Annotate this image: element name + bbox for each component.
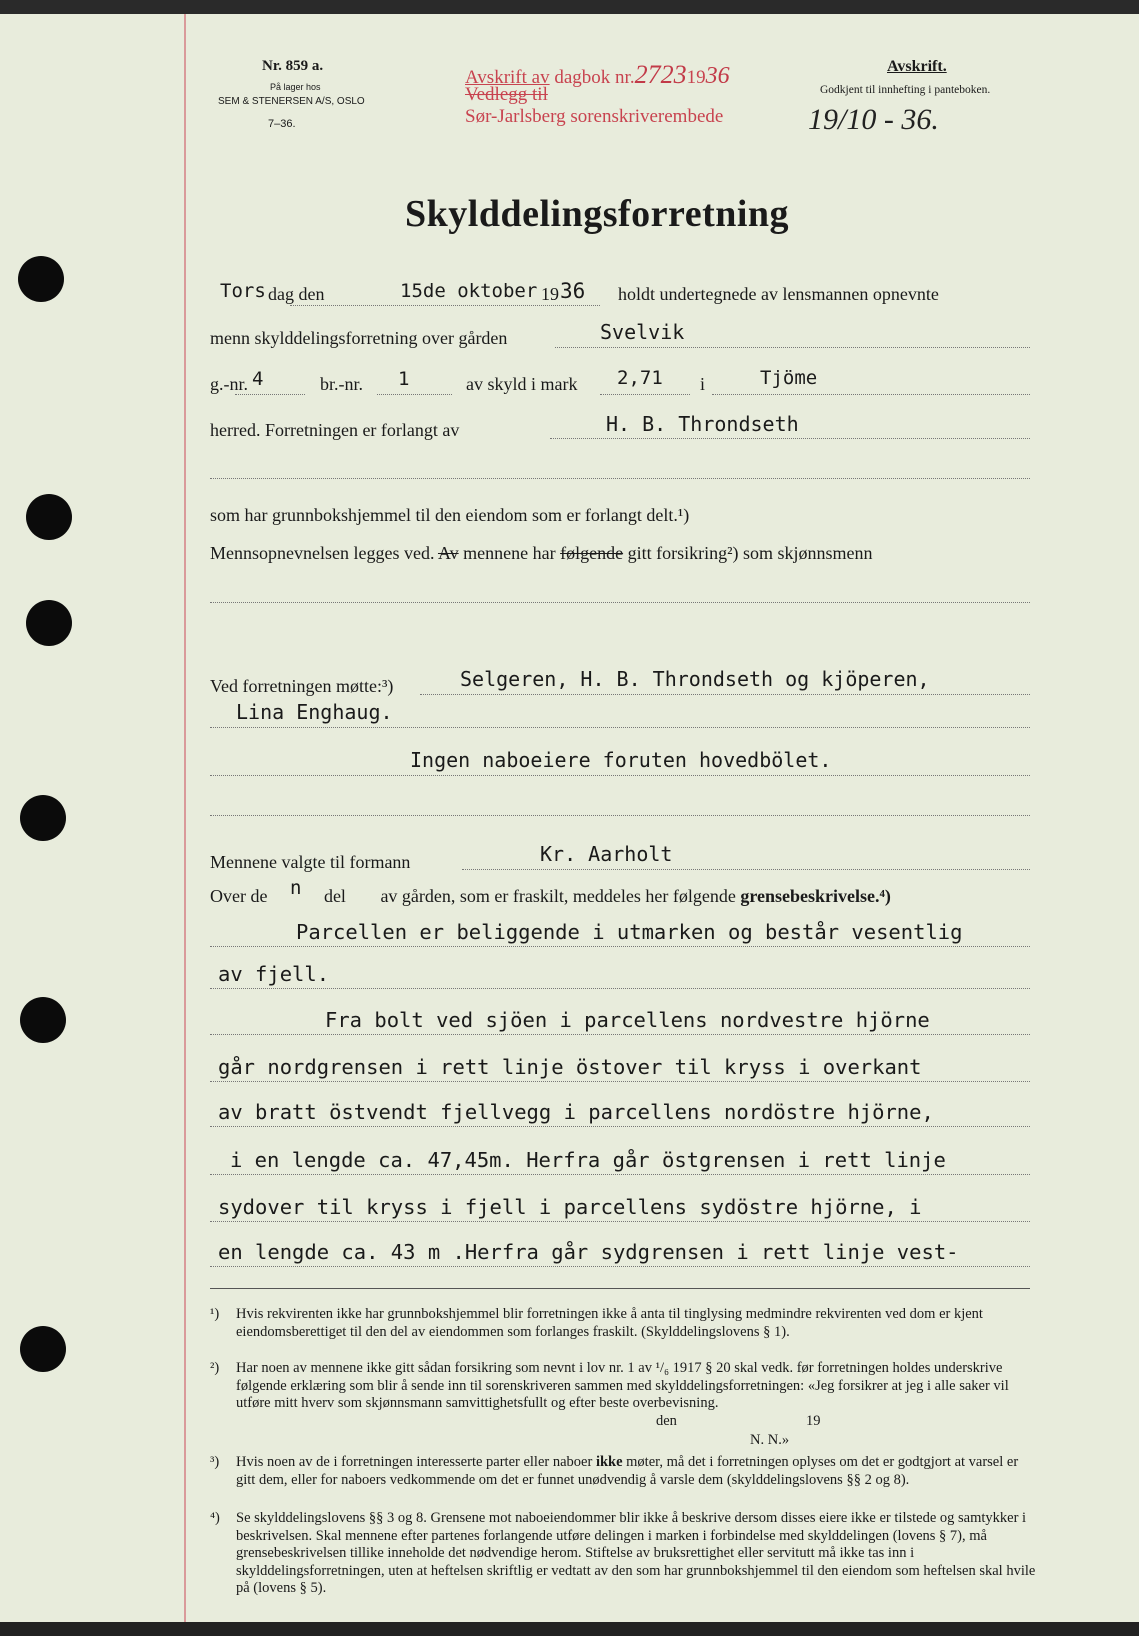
scan-bottom-edge (0, 1622, 1139, 1636)
footnote-4-text: Se skylddelingslovens §§ 3 og 8. Grensene mot naboeiendommer blir ikke å beskrive dersom disses eiere ikke er tilstede og samtykker i beskrivelsen. Skal mennene efter partenes forlangende utføre delingen i marken i forbindelse med skylddelingen (lovens § 7), må grensebeskrivelsen tillike inneholde det nødvendige herom. Stiftelse av bruksrettighet eller servitutt må ikke tas inn i skylddelingsforretningen, uten at heftelsen skriftlig er vedtatt av den som har grunnbokshjemmel til den eiendom som heftelsen skal hvile på (lovens § 5). (236, 1510, 1036, 1596)
desc-line-3: Fra bolt ved sjöen i parcellens nordvestre hjörne (325, 1008, 930, 1032)
farm-typed: Svelvik (600, 320, 685, 344)
over-del-label: del (323, 886, 346, 906)
footnote-2-year: 19 (806, 1413, 821, 1429)
over-n-typed: n (289, 877, 302, 899)
rule-farm (555, 347, 1030, 348)
footnote-4-mark: ⁴) (210, 1510, 220, 1526)
holdt-text: holdt undertegnede av lensmannen opnevnte (618, 284, 939, 304)
grense-bold-label: grensebeskrivelse. (740, 886, 880, 906)
desc-rule-5 (210, 1126, 1030, 1127)
rule-date (290, 305, 600, 306)
document-title: Skylddelingsforretning (405, 193, 790, 235)
rule-mote-4 (210, 815, 1030, 816)
publisher-date: 7–36. (268, 118, 296, 130)
skyld-label: av skyld i mark (466, 374, 578, 394)
desc-line-1: Parcellen er beliggende i utmarken og består vesentlig (296, 920, 963, 944)
brnr-typed: 1 (398, 368, 410, 390)
scan-top-edge (0, 0, 1139, 14)
rule-formann (462, 869, 1030, 870)
footnote-3 (210, 1454, 1036, 1489)
stamp-line3: Sør-Jarlsberg sorenskriverembede (465, 106, 724, 127)
year-typed: 36 (560, 279, 586, 303)
desc-line-6: i en lengde ca. 47,45m. Herfra går östgrensen i rett linje (230, 1148, 946, 1172)
mennsop-b: mennene har (463, 543, 556, 563)
footnote-1-mark: ¹) (210, 1306, 220, 1322)
rule-skyld (600, 394, 690, 395)
date-typed: 15de oktober (400, 280, 538, 302)
punch-hole-1 (18, 256, 64, 302)
mote-typed-3: Ingen naboeiere foruten hovedbölet. (410, 748, 832, 772)
footnote-3-text-a: Hvis noen av de i forretningen interesserte parter eller naboer (236, 1454, 593, 1470)
form-number: Nr. 859 a. (262, 58, 324, 74)
gnr-typed: 4 (252, 368, 264, 390)
mote-label: Ved forretningen møtte:³) (210, 676, 394, 696)
desc-line-5: av bratt östvendt fjellvegg i parcellens nordöstre hjörne, (218, 1100, 934, 1124)
mennsop-line (210, 543, 872, 564)
rule-requester (550, 438, 1030, 439)
skyld-typed: 2,71 (617, 367, 663, 389)
over-line (210, 877, 891, 907)
handwritten-date: 19/10 - 36. (808, 103, 939, 136)
requester-typed: H. B. Throndseth (606, 412, 799, 436)
godkjent-text: Godkjent til innhefting i panteboken. (820, 84, 991, 96)
footnote-1 (210, 1306, 1036, 1341)
grense-sup: ⁴) (879, 886, 891, 906)
mennsop-a: Mennsopnevnelsen legges ved. (210, 543, 435, 563)
desc-rule-8 (210, 1266, 1030, 1267)
punch-hole-5 (20, 997, 66, 1043)
rule-herred (712, 394, 1030, 395)
herred-label: herred. Forretningen er forlangt av (210, 420, 460, 440)
over-de-label: Over de (210, 886, 268, 906)
gnr-label: g.-nr. (210, 374, 248, 394)
stamp-year-prefix: 19 (686, 67, 706, 88)
desc-rule-2 (210, 988, 1030, 989)
footnote-3-bold: ikke (595, 1454, 623, 1470)
footnote-2-nn: N. N.» (750, 1432, 790, 1448)
rule-mote-1 (420, 694, 1030, 695)
punch-hole-6 (20, 1326, 66, 1372)
desc-rule-4 (210, 1081, 1030, 1082)
footnote-2-mark: ²) (210, 1360, 220, 1376)
desc-line-7: sydover til kryss i fjell i parcellens sydöstre hjörne, i (218, 1195, 922, 1219)
over-rest-label: av gården, som er fraskilt, meddeles her følgende (380, 886, 736, 906)
stamp-dagbok-no: 2723 (634, 60, 687, 89)
i-label: i (700, 374, 706, 394)
footnote-2-den: den (656, 1413, 677, 1429)
year-prefix: 19 (541, 284, 559, 304)
menn-text: menn skylddelingsforretning over gården (210, 328, 508, 348)
rule-gnr (235, 394, 305, 395)
footnote-separator (210, 1288, 1030, 1289)
stamp-year: 36 (705, 63, 730, 89)
punch-hole-4 (20, 795, 66, 841)
mote-typed-1: Selgeren, H. B. Throndseth og kjöperen, (460, 667, 930, 691)
formann-label: Mennene valgte til formann (210, 852, 411, 872)
rule-mote-3 (210, 775, 1030, 776)
stamp-line2: Vedlegg til (465, 84, 548, 105)
mennsop-strike2: følgende (560, 543, 624, 563)
rule-mote-2 (210, 727, 1030, 728)
footnote-2-text: Har noen av mennene ikke gitt sådan forsikring som nevnt i lov nr. 1 av ¹/₆ 1917 § 20 skal vedk. før forretningen holdes underskrive følgende erklæring som blir å sende inn til sorenskriveren sammen med skylddelingsforretningen: «Jeg forsikrer at jeg i alle saker vil utføre mitt hverv som skjønnsmann samvittighetsfullt og efter beste overbevisning. (236, 1360, 1009, 1411)
desc-line-4: går nordgrensen i rett linje östover til kryss i overkant (218, 1055, 922, 1079)
footnote-2 (210, 1360, 1036, 1413)
brnr-label: br.-nr. (320, 374, 363, 394)
mennsop-c: gitt forsikring²) som skjønnsmenn (627, 543, 873, 563)
rule-brnr (377, 394, 452, 395)
publisher-line1: På lager hos (270, 82, 321, 92)
publisher-line2: SEM & STENERSEN A/S, OSLO (218, 96, 365, 107)
margin-line (184, 14, 186, 1622)
footnote-3-text (236, 1454, 1036, 1489)
desc-rule-7 (210, 1221, 1030, 1222)
punch-hole-2 (26, 494, 72, 540)
weekday-typed: Tors (220, 280, 266, 302)
desc-rule-1 (210, 946, 1030, 947)
herred-typed: Tjöme (760, 367, 818, 389)
punch-hole-3 (26, 600, 72, 646)
rule-blank-2 (210, 602, 1030, 603)
desc-rule-6 (210, 1174, 1030, 1175)
desc-rule-3 (210, 1034, 1030, 1035)
stamp-avskrift-av: Avskrift av (465, 67, 550, 88)
footnote-3-mark: ³) (210, 1454, 220, 1470)
footnote-4 (210, 1510, 1036, 1598)
grunnbok-text: som har grunnbokshjemmel til den eiendom som er forlangt delt.¹) (210, 505, 690, 525)
desc-line-2: av fjell. (218, 962, 330, 986)
mennsop-strike1: Av (437, 543, 459, 563)
formann-typed: Kr. Aarholt (540, 842, 673, 866)
stamp-dagbok: dagbok nr. (554, 67, 635, 88)
dag-den-label: dag den (268, 284, 325, 304)
desc-line-8: en lengde ca. 43 m .Herfra går sydgrensen i rett linje vest- (218, 1240, 959, 1264)
mote-typed-2: Lina Enghaug. (236, 700, 393, 724)
footnote-1-text: Hvis rekvirenten ikke har grunnbokshjemmel blir forretningen ikke å anta til tinglysing medmindre rekvirenten ved dom er kjent eiendomsberettiget til den del av eiendommen som forlanges fraskilt. (Skylddelingslovens § 1). (236, 1306, 983, 1340)
footnote-3-text-b: møter, må det i forretningen oplyses om det er godtgjort at varsel er gitt dem, eller for naboers vedkommende om det er funnet unødvendig å varsle dem (skylddelingslovens §§ 2 og 8). (236, 1454, 1019, 1488)
avskrift-label: Avskrift. (887, 58, 947, 75)
rule-blank-1 (210, 478, 1030, 479)
